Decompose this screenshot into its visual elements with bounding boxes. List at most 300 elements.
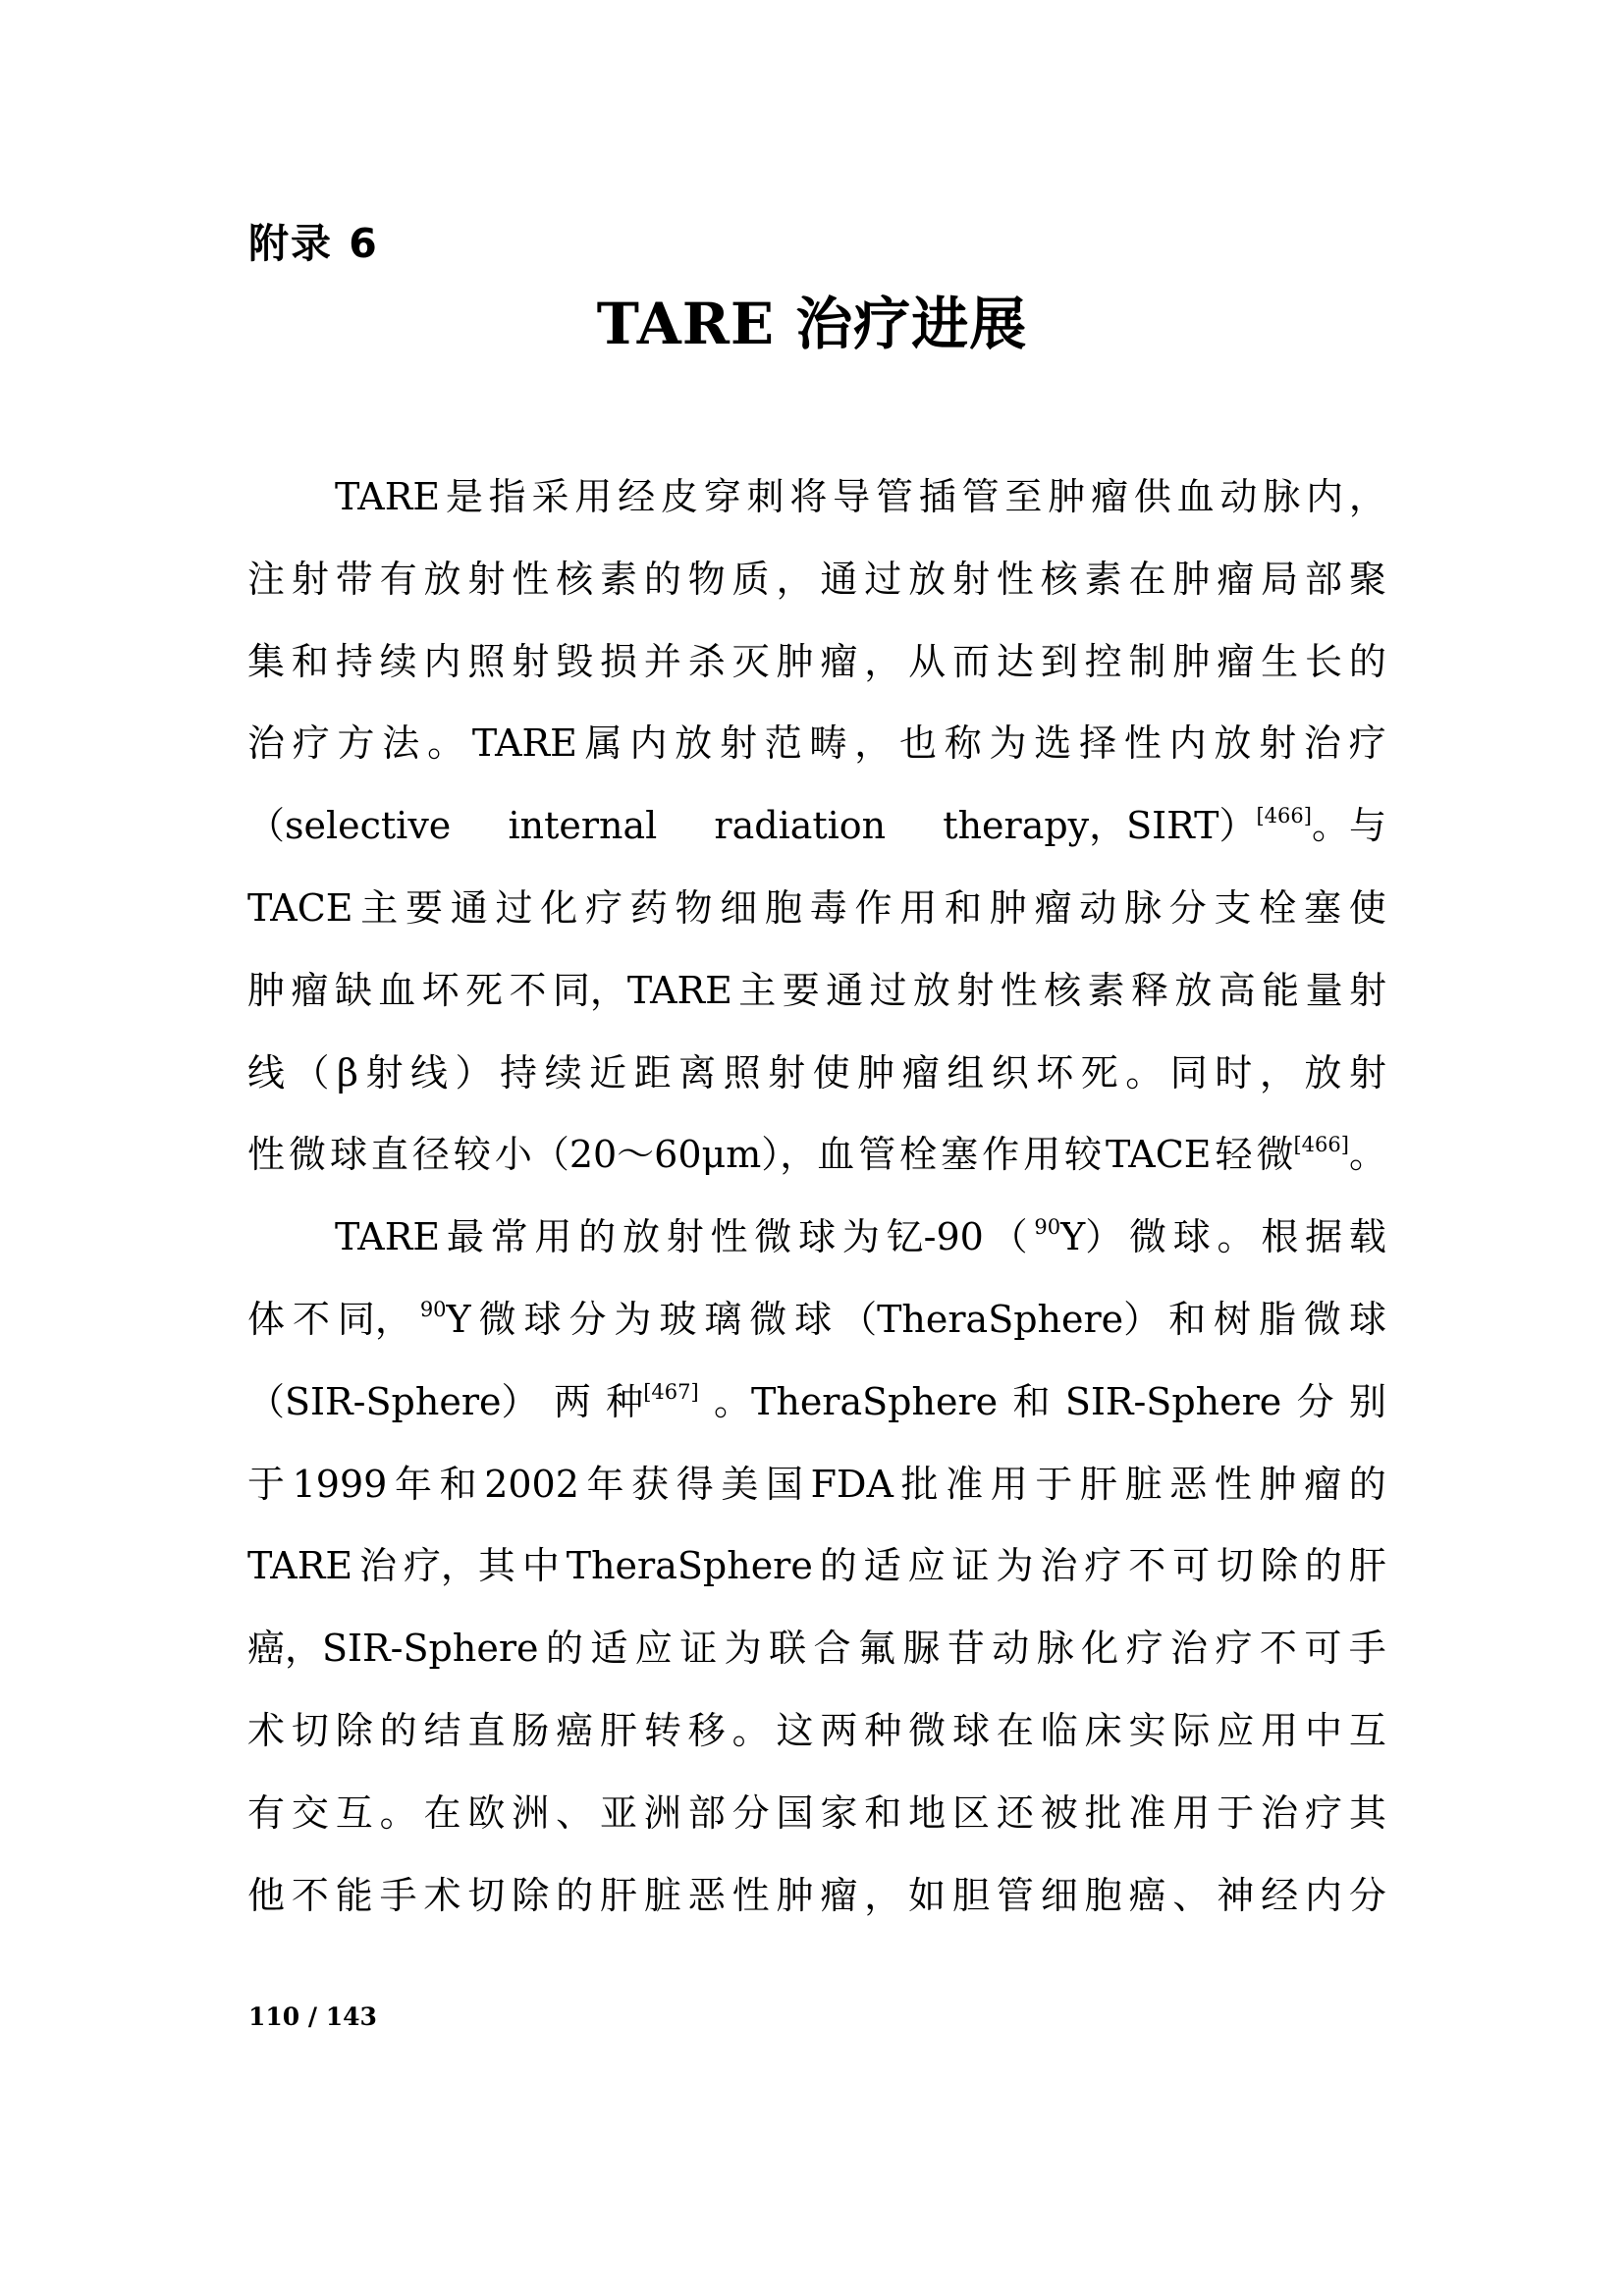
text-line xyxy=(247,632,1386,691)
citation-marker: [467] xyxy=(643,1380,699,1404)
text-token: 肿 xyxy=(1259,1463,1297,1506)
text-token: 微[466]。 xyxy=(1256,1125,1386,1184)
text-line xyxy=(247,1290,1386,1349)
text-token: 癌 xyxy=(556,1709,594,1752)
text-token: 如 xyxy=(908,1874,947,1917)
text-token: 为 xyxy=(989,721,1027,765)
citation-marker: [466] xyxy=(1293,1133,1349,1156)
text-token: 瘤 xyxy=(901,1051,940,1095)
text-token: 能 xyxy=(335,1874,373,1917)
text-token: 种[467] xyxy=(606,1380,699,1423)
text-token: 注 xyxy=(247,558,286,601)
text-token: 批 xyxy=(1084,1791,1122,1835)
text-token: 疗 xyxy=(1215,1627,1253,1670)
text-token: 1999 xyxy=(292,1463,388,1506)
text-token: 化 xyxy=(1081,1627,1119,1670)
text-token: 量 xyxy=(1305,969,1343,1012)
text-token: 肿 xyxy=(1172,640,1211,683)
text-token: 璃 xyxy=(704,1298,742,1341)
text-token: 性 xyxy=(247,1133,286,1176)
text-token: 放 xyxy=(423,558,461,601)
text-token: 分 xyxy=(731,1791,770,1835)
text-token: 轻 xyxy=(1215,1133,1253,1176)
text-token: 球 xyxy=(523,1298,562,1341)
text-token: 要 xyxy=(406,886,444,930)
text-token: 核 xyxy=(1040,558,1078,601)
text-token: 射 xyxy=(1348,1051,1386,1095)
citation-marker: [466] xyxy=(1256,804,1312,828)
text-token: TARE xyxy=(335,475,441,518)
text-token: 2002 xyxy=(484,1463,579,1506)
text-token: 和 xyxy=(291,640,329,683)
text-token: 控 xyxy=(1084,640,1122,683)
text-token: 治 xyxy=(358,1544,397,1587)
text-token: 肿 xyxy=(857,1051,895,1095)
text-line xyxy=(247,879,1386,937)
text-token: 球 xyxy=(952,1709,991,1752)
text-token: 动 xyxy=(1079,886,1117,930)
text-token: 脉 xyxy=(1263,475,1301,518)
text-token: 微 xyxy=(754,1215,792,1258)
text-token: 不 xyxy=(291,1874,329,1917)
text-token: 胆 xyxy=(952,1874,991,1917)
text-token: 体 xyxy=(247,1298,286,1341)
text-token: 内 xyxy=(423,640,461,683)
text-token: 素 xyxy=(600,558,638,601)
text-token: 脲 xyxy=(902,1627,941,1670)
text-line xyxy=(247,796,1386,855)
text-token: 的 xyxy=(545,1627,583,1670)
text-token: 刺 xyxy=(746,475,785,518)
text-token: 部 xyxy=(687,1791,726,1835)
text-token: 。 xyxy=(1348,1133,1386,1176)
text-token: 分 xyxy=(1348,1874,1386,1917)
text-token: 疗 xyxy=(292,721,330,765)
text-token: 用 xyxy=(1261,1709,1299,1752)
text-token: Y） xyxy=(1060,1215,1123,1258)
text-token: 、 xyxy=(556,1791,594,1835)
text-token: 球 xyxy=(329,1133,367,1176)
text-token: 也 xyxy=(899,721,938,765)
text-token: 术 xyxy=(423,1874,461,1917)
text-token: 要 xyxy=(782,969,820,1012)
text-token: 作 xyxy=(982,1133,1020,1176)
text-line xyxy=(247,961,1386,1020)
text-token: 生 xyxy=(1261,640,1299,683)
text-token: 带 xyxy=(335,558,373,601)
text-token: 除 xyxy=(512,1874,550,1917)
text-token: 合 xyxy=(813,1627,851,1670)
text-token: 癌，SIR-Sphere xyxy=(247,1627,539,1670)
text-token: 联 xyxy=(769,1627,807,1670)
text-token: 径 xyxy=(411,1133,450,1176)
text-token: 死 xyxy=(1080,1051,1118,1095)
text-token: 互 xyxy=(335,1791,373,1835)
text-token: therapy，SIRT）[466]。与 xyxy=(943,796,1386,855)
text-token: 方 xyxy=(337,721,375,765)
text-token: 、 xyxy=(1172,1874,1211,1917)
text-token: 疗 xyxy=(1348,721,1386,765)
text-token: 治 xyxy=(1170,1627,1209,1670)
text-token: ， xyxy=(1348,475,1386,518)
text-token: 证 xyxy=(679,1627,718,1670)
text-token: 洲 xyxy=(643,1791,681,1835)
text-token: 毁 xyxy=(556,640,594,683)
text-token: 细 xyxy=(720,886,758,930)
text-token: 并 xyxy=(643,640,681,683)
text-token: 不 xyxy=(1259,1627,1297,1670)
text-token: 较 xyxy=(453,1133,491,1176)
text-token: 肿 xyxy=(989,886,1027,930)
text-token: 至 xyxy=(1004,475,1043,518)
text-token: 性 xyxy=(1123,721,1162,765)
text-token: 瘤 xyxy=(820,1874,858,1917)
text-token: 临 xyxy=(1040,1709,1078,1752)
text-token: 放 xyxy=(908,558,947,601)
text-token: 疗 xyxy=(585,886,623,930)
text-token: 术 xyxy=(247,1709,286,1752)
text-token: 释 xyxy=(1130,969,1168,1012)
text-token: 肿 xyxy=(776,1874,814,1917)
text-token: 球 xyxy=(794,1298,833,1341)
text-token: 同 xyxy=(1169,1051,1208,1095)
page-title: TARE 治疗进展 xyxy=(596,291,1028,357)
text-token: 微 xyxy=(288,1133,326,1176)
text-token: 瘤 xyxy=(820,640,858,683)
text-token: （SIR-Sphere） xyxy=(247,1380,539,1423)
text-token: 性 xyxy=(1214,1463,1252,1506)
text-token: 年 xyxy=(586,1463,624,1506)
text-token: 微 xyxy=(1303,1298,1341,1341)
text-token: 。TheraSphere xyxy=(714,1380,999,1423)
text-token: 用 xyxy=(574,475,613,518)
text-line xyxy=(247,1043,1386,1102)
text-token: 树 xyxy=(1214,1298,1252,1341)
text-token: 证 xyxy=(951,1544,990,1587)
text-token: 用 xyxy=(1172,1791,1211,1835)
text-token: 肠 xyxy=(512,1709,550,1752)
text-token: 脏 xyxy=(1124,1463,1163,1506)
text-token: 瘤 xyxy=(1217,558,1255,601)
text-token: ） xyxy=(455,1051,493,1095)
text-token: 应 xyxy=(907,1544,946,1587)
text-token: 动 xyxy=(1219,475,1258,518)
text-token: 支 xyxy=(1214,886,1252,930)
text-token: FDA xyxy=(810,1463,893,1506)
text-token: 肝 xyxy=(1080,1463,1118,1506)
text-token: 坏 xyxy=(421,969,460,1012)
text-token: β xyxy=(337,1051,358,1095)
text-token: 栓 xyxy=(899,1133,938,1176)
text-token: 微 xyxy=(1128,1215,1166,1258)
text-token: 。 xyxy=(1217,1215,1255,1258)
text-token: 际 xyxy=(1172,1709,1211,1752)
text-token: 经 xyxy=(1261,1874,1299,1917)
text-token: 坏 xyxy=(1036,1051,1074,1095)
text-token: 在 xyxy=(423,1791,461,1835)
text-token: 放 xyxy=(1304,1051,1342,1095)
text-token: 胞 xyxy=(1084,1874,1122,1917)
text-token: TACE xyxy=(1106,1133,1212,1176)
text-token: 范 xyxy=(764,721,802,765)
text-token: 亚 xyxy=(600,1791,638,1835)
text-token: 持 xyxy=(335,640,373,683)
text-token: 选 xyxy=(1034,721,1072,765)
text-token: 而 xyxy=(952,640,991,683)
text-token: 中 xyxy=(521,1544,560,1587)
text-token: 有 xyxy=(379,558,417,601)
text-token: 达 xyxy=(996,640,1034,683)
text-token: 时 xyxy=(1215,1051,1253,1095)
text-token: 癌 xyxy=(1128,1874,1166,1917)
text-token: 性 xyxy=(1000,969,1038,1012)
text-token: 线 xyxy=(410,1051,449,1095)
text-token: 。 xyxy=(1125,1051,1164,1095)
text-token: 。与 xyxy=(1311,804,1386,847)
text-token: 局 xyxy=(1261,558,1299,601)
text-token: 塞 xyxy=(1304,886,1342,930)
text-token: 恶 xyxy=(687,1874,726,1917)
text-token: 切 xyxy=(1217,1544,1255,1587)
text-token: 长 xyxy=(1305,640,1343,683)
text-token: 能 xyxy=(1262,969,1300,1012)
text-line xyxy=(247,1784,1386,1842)
text-token: 从 xyxy=(908,640,947,683)
text-token: 核 xyxy=(556,558,594,601)
text-token: 放 xyxy=(675,721,713,765)
text-token: 质 xyxy=(731,558,770,601)
text-token: 美 xyxy=(721,1463,759,1506)
text-token: 的 xyxy=(819,1544,857,1587)
text-token: 直 xyxy=(467,1709,506,1752)
text-token: 可 xyxy=(1172,1544,1211,1587)
text-token: 到 xyxy=(1040,640,1078,683)
text-line xyxy=(247,1536,1386,1595)
text-token: 钇-90 xyxy=(886,1215,984,1258)
text-token: ， xyxy=(864,640,902,683)
text-token: 苷 xyxy=(947,1627,985,1670)
text-token: 的 xyxy=(1304,1544,1342,1587)
text-token: 导 xyxy=(833,475,871,518)
text-token: ， xyxy=(864,1874,902,1917)
text-token: 塞 xyxy=(941,1133,979,1176)
text-token: 射 xyxy=(719,721,757,765)
text-token: 物 xyxy=(687,558,726,601)
text-token: 分 xyxy=(1296,1380,1334,1423)
text-token: 结 xyxy=(423,1709,461,1752)
page-number: 110 / 143 xyxy=(248,2002,377,2031)
text-token: 氟 xyxy=(857,1627,895,1670)
text-token: 称 xyxy=(944,721,982,765)
text-token: 批 xyxy=(900,1463,939,1506)
text-token: 治 xyxy=(1303,721,1341,765)
text-token: 欧 xyxy=(467,1791,506,1835)
text-token: 中 xyxy=(1305,1709,1343,1752)
text-token: 核 xyxy=(1044,969,1082,1012)
text-token: 射 xyxy=(768,1051,806,1095)
text-token: 畴 xyxy=(809,721,847,765)
text-token: 供 xyxy=(1133,475,1171,518)
isotope-group xyxy=(420,1290,471,1349)
text-token: 脂 xyxy=(1258,1298,1296,1341)
text-token: 组 xyxy=(947,1051,985,1095)
text-line xyxy=(335,467,1386,526)
text-token: 和 xyxy=(439,1463,477,1506)
text-token: 适 xyxy=(590,1627,628,1670)
text-token: 物 xyxy=(675,886,713,930)
text-token: 球 xyxy=(1172,1215,1211,1258)
text-token: （ xyxy=(292,1051,330,1095)
text-token: 的 xyxy=(1348,1463,1386,1506)
text-token: radiation xyxy=(714,804,887,847)
text-token: ， xyxy=(1259,1051,1297,1095)
text-line xyxy=(247,1619,1386,1678)
text-token: 。 xyxy=(379,1791,417,1835)
text-token: SIR-Sphere xyxy=(1064,1380,1282,1423)
text-token: 微 xyxy=(908,1709,947,1752)
text-token: 照 xyxy=(467,640,506,683)
isotope-group xyxy=(1034,1207,1122,1266)
text-token: 血 xyxy=(1176,475,1215,518)
text-token: 在 xyxy=(996,1709,1034,1752)
text-token: 作 xyxy=(854,886,893,930)
text-token: 治 xyxy=(1261,1791,1299,1835)
text-token: 瘤 xyxy=(291,969,329,1012)
text-token: 管 xyxy=(858,1133,896,1176)
text-token: 床 xyxy=(1084,1709,1122,1752)
text-token: 治 xyxy=(247,721,286,765)
text-token: 被 xyxy=(1040,1791,1078,1835)
text-token: 最 xyxy=(446,1215,484,1258)
text-token: 得 xyxy=(676,1463,714,1506)
text-line xyxy=(335,1207,1386,1266)
text-token: 常 xyxy=(490,1215,528,1258)
text-token: 内 xyxy=(1305,1874,1343,1917)
text-token: 瘤 xyxy=(1217,640,1255,683)
text-token: 将 xyxy=(789,475,828,518)
text-token: 性 xyxy=(996,558,1034,601)
text-token: 脉 xyxy=(1124,886,1163,930)
text-token: 续 xyxy=(379,640,417,683)
text-token: 别 xyxy=(1348,1380,1386,1423)
text-token: 。 xyxy=(731,1709,770,1752)
text-token: 线 xyxy=(247,1051,286,1095)
text-token: 的 xyxy=(556,1874,594,1917)
appendix-label: 附录 6 xyxy=(248,220,379,267)
text-token: 年 xyxy=(394,1463,432,1506)
text-token: 管 xyxy=(875,475,913,518)
text-token: 高 xyxy=(1218,969,1256,1012)
text-token: 还 xyxy=(996,1791,1034,1835)
text-token: TARE xyxy=(471,721,577,765)
text-token: 主 xyxy=(360,886,399,930)
text-token: 属 xyxy=(584,721,623,765)
text-token: 疗 xyxy=(1305,1791,1343,1835)
superscript-isotope: 90 xyxy=(419,1298,447,1321)
text-token: 疗 xyxy=(1084,1544,1122,1587)
text-token: 切 xyxy=(291,1709,329,1752)
text-token: 采 xyxy=(531,475,569,518)
text-token: 治 xyxy=(1040,1544,1078,1587)
text-token: 地 xyxy=(908,1791,947,1835)
text-token: 的 xyxy=(578,1215,617,1258)
text-token: 直 xyxy=(370,1133,408,1176)
text-token: 除 xyxy=(335,1709,373,1752)
text-token: 用 xyxy=(1023,1133,1061,1176)
text-token: 脉 xyxy=(1036,1627,1074,1670)
text-token: 切 xyxy=(467,1874,506,1917)
text-token: 分 xyxy=(568,1298,607,1341)
text-token: 放 xyxy=(1214,721,1252,765)
superscript-isotope: 90 xyxy=(1034,1215,1061,1239)
text-token: 灭 xyxy=(731,640,770,683)
text-token: 球 xyxy=(1348,1298,1386,1341)
text-token: （ xyxy=(990,1215,1028,1258)
text-token: 转 xyxy=(643,1709,681,1752)
text-line xyxy=(247,1701,1386,1760)
text-token: 应 xyxy=(1217,1709,1255,1752)
text-token: 肝 xyxy=(600,1874,638,1917)
text-token: 细 xyxy=(1040,1874,1078,1917)
text-token: 肿 xyxy=(247,969,286,1012)
text-token: 和 xyxy=(945,886,983,930)
text-token: 准 xyxy=(946,1463,984,1506)
text-token: 微 xyxy=(478,1298,516,1341)
text-token: 准 xyxy=(1128,1791,1166,1835)
text-token: 实 xyxy=(1128,1709,1166,1752)
text-token: 获 xyxy=(631,1463,670,1506)
text-token: 用 xyxy=(534,1215,572,1258)
text-token: 通 xyxy=(820,558,858,601)
text-token: 瘤 xyxy=(1304,1463,1342,1506)
text-token: （selective xyxy=(247,804,452,847)
text-line xyxy=(247,550,1386,609)
text-token: Y xyxy=(446,1298,471,1341)
text-token: 这 xyxy=(776,1709,814,1752)
text-line xyxy=(247,1866,1386,1925)
text-token: 交 xyxy=(291,1791,329,1835)
text-token: 用 xyxy=(899,886,938,930)
text-token: 瘤 xyxy=(1034,886,1072,930)
text-token: 射 xyxy=(512,640,550,683)
text-token: 的 xyxy=(643,558,681,601)
text-token: 聚 xyxy=(1348,558,1386,601)
text-token: 制 xyxy=(1128,640,1166,683)
text-token: 区 xyxy=(952,1791,991,1835)
text-token: 的 xyxy=(1348,640,1386,683)
text-token: 肿 xyxy=(776,640,814,683)
text-token: 是 xyxy=(445,475,483,518)
text-token: 毒 xyxy=(809,886,847,930)
text-token: 同，TARE xyxy=(552,969,732,1012)
text-token: 不 xyxy=(509,969,547,1012)
text-token: 玻 xyxy=(659,1298,697,1341)
text-token: 于 xyxy=(247,1463,286,1506)
text-token: 。 xyxy=(427,721,465,765)
text-token: 皮 xyxy=(660,475,698,518)
text-token: 用 xyxy=(990,1463,1028,1506)
text-token: 择 xyxy=(1079,721,1117,765)
text-token: 手 xyxy=(379,1874,417,1917)
text-token: 主 xyxy=(738,969,777,1012)
text-token: 射 xyxy=(467,558,506,601)
text-token: 射 xyxy=(1348,969,1386,1012)
text-token: 素 xyxy=(1087,969,1125,1012)
text-token: 放 xyxy=(912,969,950,1012)
text-token: 较 xyxy=(1064,1133,1103,1176)
text-token: 持 xyxy=(500,1051,538,1095)
text-token: 近 xyxy=(589,1051,627,1095)
